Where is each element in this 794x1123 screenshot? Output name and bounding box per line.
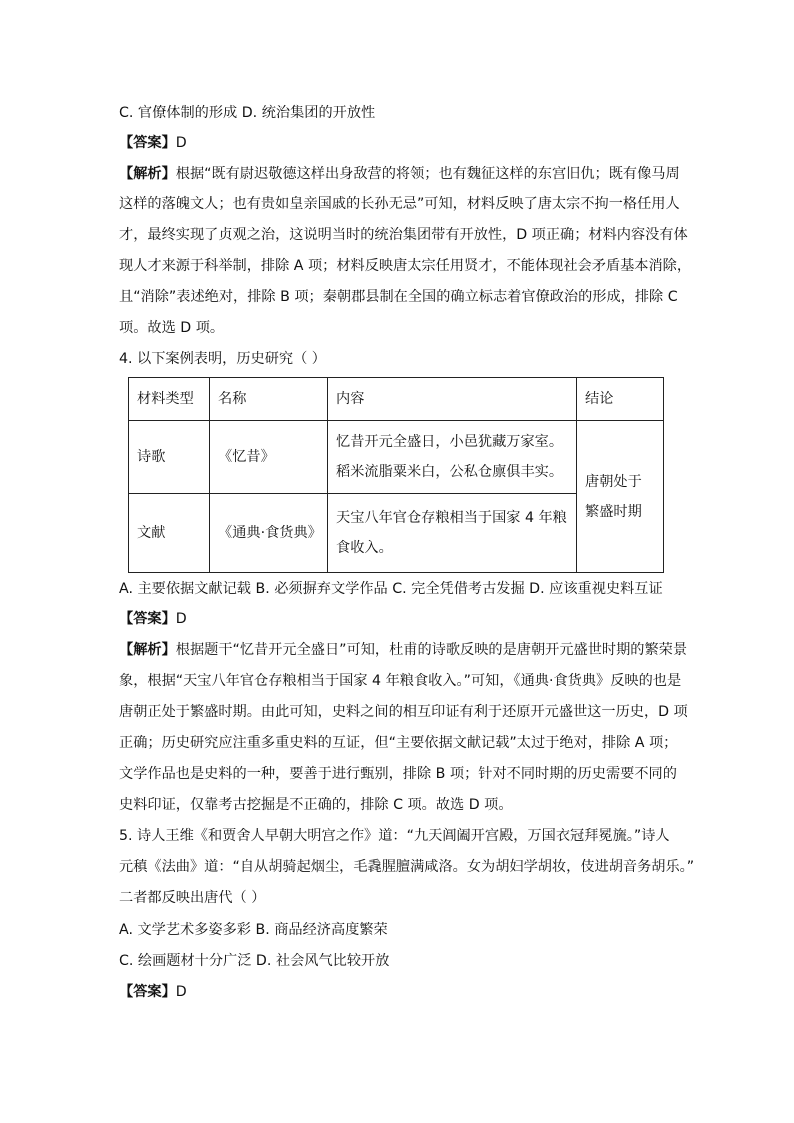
line-text: 项。故选 D 项。 — [119, 320, 225, 336]
line-text: 唐朝正处于繁盛时期。由此可知，史料之间的相互印证有利于还原开元盛世这一历史，D 项 — [119, 704, 688, 720]
text-line — [119, 920, 388, 940]
header-cell: 结论 — [577, 378, 664, 421]
line-text: D — [175, 984, 187, 1000]
header-cell: 名称 — [210, 378, 328, 421]
line-text: 才，最终实现了贞观之治，这说明当时的统治集团带有开放性，D 项正确；材料内容没有体 — [119, 227, 688, 243]
line-text: 5. 诗人王维《和贾舍人早朝大明宫之作》道：“九天阊阖开宫殿，万国衣冠拜冕旒。”诗人 — [119, 828, 670, 844]
line-text: A. 主要依据文献记载 B. 必须摒弃文学作品 C. 完全凭借考古发掘 D. 应该重视史料互证 — [119, 581, 663, 597]
material-content-cell — [328, 494, 577, 573]
line-text: A. 文学艺术多姿多彩 B. 商品经济高度繁荣 — [119, 922, 388, 938]
material-name-cell: 《忆昔》 — [210, 421, 328, 494]
content-line: 天宝八年官仓存粮相当于国家 4 年粮 — [336, 510, 567, 526]
line-text: 根据题干“忆昔开元全盛日”可知，杜甫的诗歌反映的是唐朝开元盛世时期的繁荣景 — [175, 642, 688, 658]
section-marker: 【答案】 — [119, 611, 176, 627]
line-text: 现人才来源于科举制，排除 A 项；材料反映唐太宗任用贤才，不能体现社会矛盾基本消除， — [119, 258, 692, 274]
material-type-cell: 诗歌 — [129, 421, 210, 494]
material-name-cell: 《通典·食货典》 — [210, 494, 328, 573]
text-line — [119, 349, 326, 369]
table-row — [129, 421, 664, 494]
line-text: 文学作品也是史料的一种，要善于进行甄别，排除 B 项；针对不同时期的历史需要不同的 — [119, 766, 677, 782]
conclusion-cell — [577, 421, 664, 573]
line-text: D — [175, 135, 187, 151]
section-marker: 【解析】 — [119, 642, 176, 658]
text-line — [119, 164, 680, 184]
header-cell: 内容 — [328, 378, 577, 421]
text-line — [119, 951, 389, 971]
text-line — [119, 671, 681, 691]
section-marker: 【答案】 — [119, 984, 176, 1000]
materials-table — [128, 377, 664, 573]
line-text: 4. 以下案例表明，历史研究（ ） — [119, 351, 326, 367]
line-text: 这样的落魄文人；也有贵如皇亲国戚的长孙无忌”可知，材料反映了唐太宗不拘一格任用人 — [119, 196, 680, 212]
text-line — [119, 857, 694, 877]
text-line — [119, 194, 680, 214]
text-line — [119, 733, 677, 753]
text-line — [119, 640, 687, 660]
content-line: 食收入。 — [336, 540, 393, 556]
table-header-row — [129, 378, 664, 421]
text-line — [119, 826, 670, 846]
line-text: 根据“既有尉迟敬德这样出身敌营的将领；也有魏征这样的东宫旧仇；既有像马周 — [175, 166, 680, 182]
text-line — [119, 318, 224, 338]
line-text: 二者都反映出唐代（ ） — [119, 890, 266, 906]
content-line: 稻米流脂粟米白，公私仓廪俱丰实。 — [336, 464, 564, 480]
line-text: C. 官僚体制的形成 D. 统治集团的开放性 — [119, 105, 376, 121]
line-text: 元稹《法曲》道：“自从胡骑起烟尘，毛毳腥膻满咸洛。女为胡妇学胡妆，伎进胡音务胡乐。” — [119, 859, 695, 875]
material-type-cell: 文献 — [129, 494, 210, 573]
header-cell: 材料类型 — [129, 378, 210, 421]
text-line — [119, 795, 513, 815]
text-line — [119, 133, 187, 153]
line-text: 史料印证，仅靠考古挖掘是不正确的，排除 C 项。故选 D 项。 — [119, 797, 513, 813]
line-text: C. 绘画题材十分广泛 D. 社会风气比较开放 — [119, 953, 390, 969]
text-line — [119, 702, 688, 722]
text-line — [119, 609, 187, 629]
text-line — [119, 256, 691, 276]
conclusion-line: 繁盛时期 — [585, 503, 642, 520]
text-line — [119, 225, 688, 245]
text-line — [119, 287, 678, 307]
text-line — [119, 764, 677, 784]
text-line — [119, 579, 663, 599]
text-line — [119, 982, 187, 1002]
line-text: 且“消除”表述绝对，排除 B 项；秦朝郡县制在全国的确立标志着官僚政治的形成，排除 C — [119, 289, 678, 305]
material-content-cell — [328, 421, 577, 494]
section-marker: 【解析】 — [119, 166, 176, 182]
conclusion-line: 唐朝处于 — [585, 473, 642, 490]
text-line — [119, 103, 375, 123]
line-text: 正确；历史研究应注重多重史料的互证，但“主要依据文献记载”太过于绝对，排除 A 项； — [119, 735, 678, 751]
content-line: 忆昔开元全盛日，小邑犹藏万家室。 — [336, 434, 564, 450]
line-text: D — [175, 611, 187, 627]
text-line — [119, 888, 265, 908]
line-text: 象，根据“天宝八年官仓存粮相当于国家 4 年粮食收入。”可知，《通典·食货典》反映的也是 — [119, 673, 682, 689]
section-marker: 【答案】 — [119, 135, 176, 151]
